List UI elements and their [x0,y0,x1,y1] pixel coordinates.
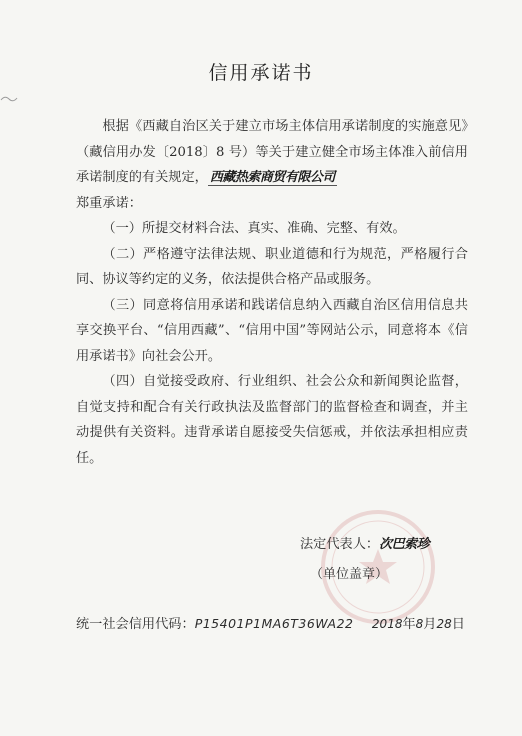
scan-mark [0,92,18,106]
credit-code-line [76,613,465,632]
seal-label: （单位盖章） [310,567,389,582]
intro-paragraph [76,114,468,191]
credit-code-label: 统一社会信用代码： [76,617,195,632]
legal-rep-label: 法定代表人： [300,537,380,552]
date-day: 28 [436,617,452,631]
document-title: 信用承诺书 [208,62,314,84]
company-name-handwritten: 西藏热索商贸有限公司 [209,170,335,185]
legal-rep-signature: 次巴索珍 [379,537,430,552]
intro-text: 根据《西藏自治区关于建立市场主体信用承诺制度的实施意见》（藏信用办发〔2018〕8 号）等关于建立健全市场主体准入前信用承诺制度的有关规定， [76,119,468,185]
commitment-item-4: （四）自觉接受政府、行业组织、社会公众和新闻舆论监督，自觉支持和配合有关行政执法及监督部门的监督检查和调查，并主动提供有关资料。违背承诺自愿接受失信惩戒，并依法承担相应责任。 [76,374,468,466]
date-day-unit: 日 [451,617,465,632]
date-year-unit: 年 [402,617,416,632]
commitment-item-3: （三）同意将信用承诺和践诺信息纳入西藏自治区信用信息共享交换平台、“信用西藏”、“信用中国”等网站公示，同意将本《信用承诺书》向社会公开。 [76,297,468,364]
legal-representative [300,533,429,552]
commitment-item-1: （一）所提交材料合法、真实、准确、完整、有效。 [102,221,406,236]
commitment-item-2: （二）严格遵守法律法规、职业道德和行为规范，严格履行合同、协议等约定的义务，依法提供合格产品或服务。 [76,246,468,287]
credit-code-value: P15401P1MA6T36WA22 [194,616,354,631]
date-year: 2018 [371,617,403,631]
date-month: 8 [415,617,424,631]
intro-closing: 郑重承诺： [76,195,142,211]
document-body [76,114,468,471]
date-month-unit: 月 [423,617,437,632]
